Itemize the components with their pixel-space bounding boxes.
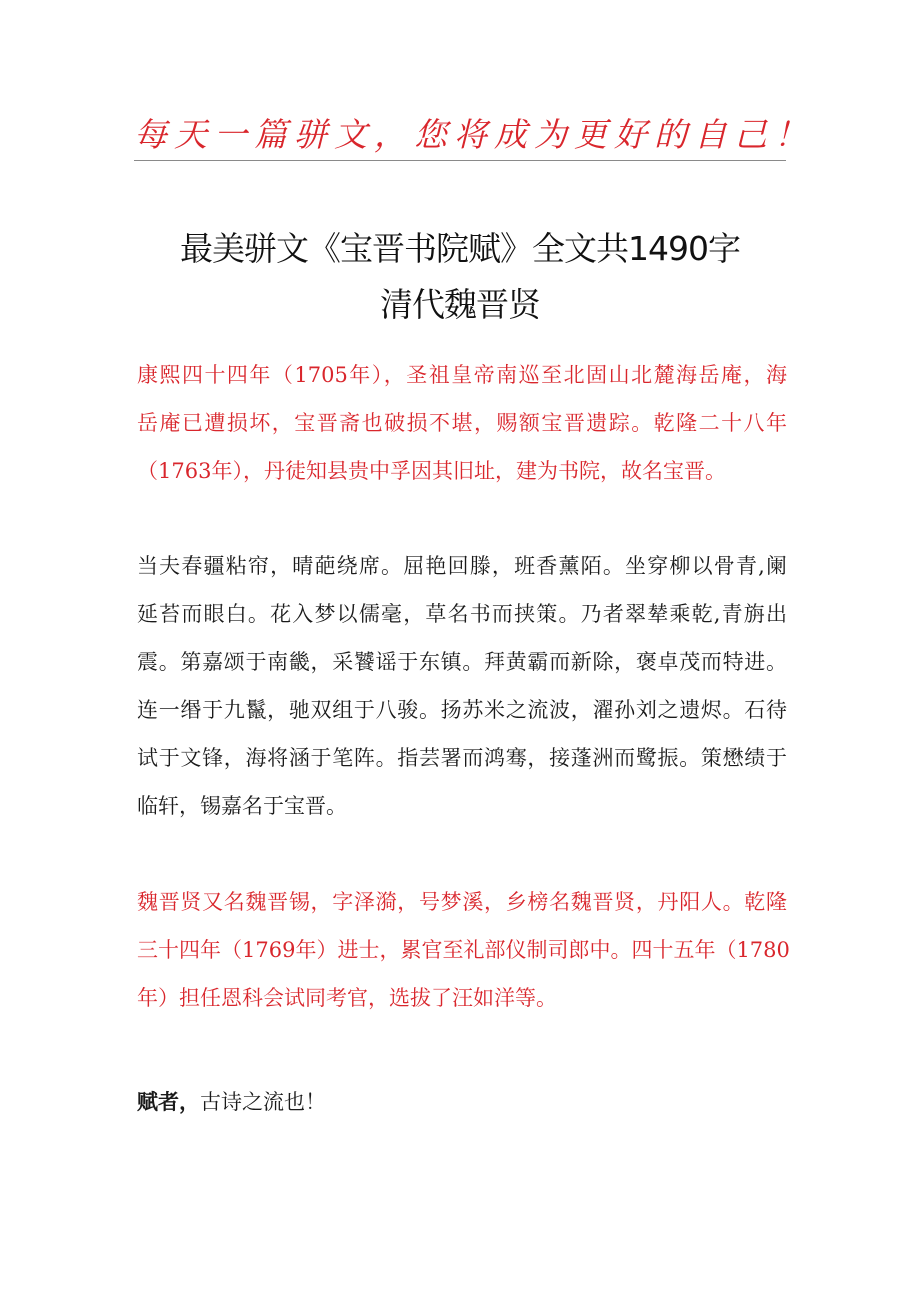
fu-text-line: 连一缗于九鬣，驰双组于八骏。扬苏米之流波，濯孙刘之遗烬。石待 <box>137 698 787 722</box>
closing-line <box>137 1078 787 1126</box>
closing-bold-text: 赋者， <box>137 1089 200 1114</box>
document-author: 清代魏晋贤 <box>380 285 540 324</box>
document-title: 最美骈文《宝晋书院赋》全文共1490字 <box>180 229 740 268</box>
intro-paragraph <box>137 351 787 495</box>
intro-line: 岳庵已遭损坏，宝晋斋也破损不堪，赐额宝晋遗踪。乾隆二十八年 <box>137 411 787 435</box>
closing-paragraph <box>137 1078 787 1126</box>
fu-text-paragraph <box>137 542 787 830</box>
fu-text-line: 临轩，锡嘉名于宝晋。 <box>137 794 347 818</box>
bio-line: 年）担任恩科会试同考官，选拔了汪如洋等。 <box>137 986 557 1010</box>
fu-text-line: 延苔而眼白。花入梦以儒毫，草名书而挟策。乃者翠辇乘乾,青旃出 <box>137 602 787 626</box>
header-divider <box>134 160 786 161</box>
fu-text-line: 震。第嘉颂于南畿，采饕谣于东镇。拜黄霸而新除，褒卓茂而特进。 <box>137 650 787 674</box>
intro-line: 康熙四十四年（1705年），圣祖皇帝南巡至北固山北麓海岳庵，海 <box>137 363 787 387</box>
closing-text: 古诗之流也！ <box>200 1090 326 1114</box>
bio-line: 三十四年（1769年）进士，累官至礼部仪制司郎中。四十五年（1780 <box>137 938 790 962</box>
bio-line: 魏晋贤又名魏晋锡，字泽漪，号梦溪，乡榜名魏晋贤，丹阳人。乾隆 <box>137 890 787 914</box>
fu-text-line: 试于文锋，海将涵于笔阵。指芸署而鸿骞，接蓬洲而鹭振。策懋绩于 <box>137 746 787 770</box>
author-bio-paragraph <box>137 878 790 1022</box>
header-slogan: 每天一篇骈文，您将成为更好的自己！ <box>134 115 814 154</box>
intro-line: （1763年），丹徒知县贵中孚因其旧址，建为书院，故名宝晋。 <box>137 459 726 483</box>
fu-text-line: 当夫春疆粘帘，晴葩绕席。屈艳回滕，班香薰陌。坐穿柳以骨青,阑 <box>137 554 787 578</box>
